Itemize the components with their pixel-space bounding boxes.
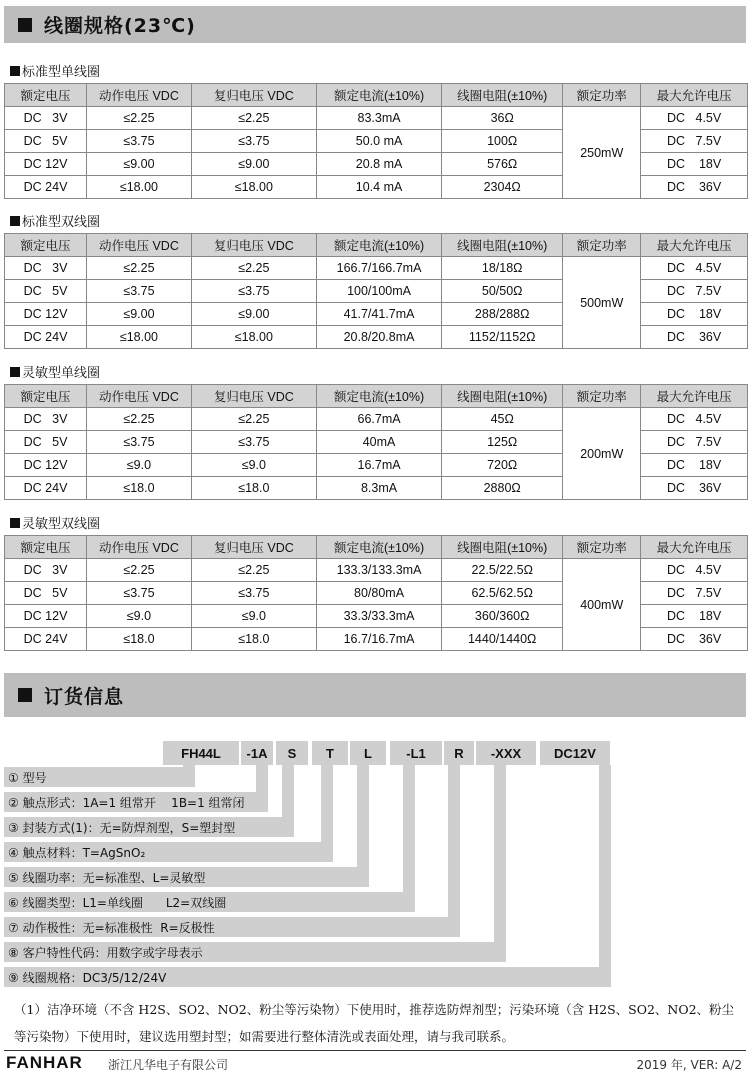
table-cell: 62.5/62.5Ω xyxy=(442,582,563,605)
table-cell: 50/50Ω xyxy=(442,280,563,303)
table-cell: 16.7/16.7mA xyxy=(316,628,441,651)
table-cell: 36Ω xyxy=(442,107,563,130)
square-bullet-icon xyxy=(10,216,20,226)
table-row xyxy=(5,257,748,280)
table-cell: 2304Ω xyxy=(442,176,563,199)
order-code-segment: FH44L xyxy=(163,741,239,765)
table-cell: 166.7/166.7mA xyxy=(316,257,441,280)
column-header: 复归电压 VDC xyxy=(191,536,316,559)
table-cell: ≤18.00 xyxy=(191,176,316,199)
table-cell: ≤3.75 xyxy=(191,431,316,454)
order-item-label: ① 型号 xyxy=(8,770,47,785)
rated-power-cell: 200mW xyxy=(563,408,641,500)
table-cell: 576Ω xyxy=(442,153,563,176)
order-info-header xyxy=(4,673,746,717)
column-header: 额定功率 xyxy=(563,385,641,408)
table-cell: DC 5V xyxy=(5,431,87,454)
square-bullet-icon xyxy=(18,18,32,32)
table-cell: ≤18.0 xyxy=(191,477,316,500)
footnote: （1）洁净环境（不含 H2S、SO2、NO2、粉尘等污染物）下使用时，推荐选防焊剂型；污染环境（含 H2S、SO2、NO2、粉尘等污染物）下使用时，建议选用塑封型；如需要进行整体清洗或表面处理，请与我司联系。 xyxy=(14,1002,735,1044)
table-cell: DC 4.5V xyxy=(641,257,748,280)
table-cell: ≤3.75 xyxy=(87,280,192,303)
table-cell: DC 4.5V xyxy=(641,408,748,431)
order-connector xyxy=(448,765,460,917)
table-cell: DC 36V xyxy=(641,628,748,651)
company-logo: FANHAR xyxy=(6,1053,83,1072)
table-header-row xyxy=(5,536,748,559)
table-cell: ≤2.25 xyxy=(87,107,192,130)
table-cell: ≤2.25 xyxy=(87,408,192,431)
column-header: 额定电流(±10%) xyxy=(316,84,441,107)
order-item-label: ⑥ 线圈类型：L1=单线圈 L2=双线圈 xyxy=(8,895,227,910)
table-cell: DC 3V xyxy=(5,257,87,280)
table-cell: DC 36V xyxy=(641,477,748,500)
table-cell: DC 24V xyxy=(5,477,87,500)
order-item-label: ⑧ 客户特性代码：用数字或字母表示 xyxy=(8,945,203,960)
table-cell: 100Ω xyxy=(442,130,563,153)
column-header: 最大允许电压 xyxy=(641,385,748,408)
table-cell: DC 18V xyxy=(641,454,748,477)
column-header: 额定电压 xyxy=(5,84,87,107)
table-cell: DC 3V xyxy=(5,559,87,582)
table-cell: 20.8/20.8mA xyxy=(316,326,441,349)
table-cell: ≤18.0 xyxy=(87,628,192,651)
table-title xyxy=(10,211,100,230)
order-connector xyxy=(183,765,195,767)
rated-power-cell: 400mW xyxy=(563,559,641,651)
table-cell: 20.8 mA xyxy=(316,153,441,176)
table-title xyxy=(10,513,100,532)
table-cell: 45Ω xyxy=(442,408,563,431)
table-header-row xyxy=(5,385,748,408)
order-item-label: ⑤ 线圈功率：无=标准型、L=灵敏型 xyxy=(8,870,206,885)
table-cell: ≤9.0 xyxy=(191,454,316,477)
footer-divider xyxy=(4,1050,746,1051)
column-header: 额定电压 xyxy=(5,234,87,257)
table-cell: 50.0 mA xyxy=(316,130,441,153)
order-item-label: ⑦ 动作极性：无=标准极性 R=反极性 xyxy=(8,920,215,935)
table-cell: 125Ω xyxy=(442,431,563,454)
coil-spec-table xyxy=(4,83,748,199)
table-cell: DC 4.5V xyxy=(641,107,748,130)
rated-power-cell: 500mW xyxy=(563,257,641,349)
table-cell: ≤2.25 xyxy=(87,257,192,280)
table-cell: ≤9.00 xyxy=(191,153,316,176)
table-title-text: 灵敏型单线圈 xyxy=(22,366,101,381)
table-cell: DC 12V xyxy=(5,605,87,628)
order-code-segment: R xyxy=(444,741,474,765)
order-code-row xyxy=(0,741,750,765)
order-item-label: ⑨ 线圈规格：DC3/5/12/24V xyxy=(8,970,167,985)
rated-power-cell: 250mW xyxy=(563,107,641,199)
column-header: 额定电压 xyxy=(5,385,87,408)
column-header: 最大允许电压 xyxy=(641,84,748,107)
table-cell: DC 12V xyxy=(5,454,87,477)
table-row xyxy=(5,107,748,130)
column-header: 最大允许电压 xyxy=(641,234,748,257)
table-cell: DC 36V xyxy=(641,326,748,349)
table-cell: 18/18Ω xyxy=(442,257,563,280)
table-title-text: 标准型双线圈 xyxy=(22,215,101,230)
order-code-segment: L xyxy=(350,741,386,765)
table-cell: 41.7/41.7mA xyxy=(316,303,441,326)
table-cell: ≤18.00 xyxy=(191,326,316,349)
company-name: 浙江凡华电子有限公司 xyxy=(108,1058,229,1072)
table-cell: DC 12V xyxy=(5,303,87,326)
square-bullet-icon xyxy=(10,518,20,528)
square-bullet-icon xyxy=(10,66,20,76)
table-cell: ≤2.25 xyxy=(191,408,316,431)
table-title xyxy=(10,61,100,80)
order-info-title: 订货信息 xyxy=(44,685,125,708)
column-header: 动作电压 VDC xyxy=(87,536,192,559)
table-cell: ≤18.00 xyxy=(87,176,192,199)
table-cell: ≤18.0 xyxy=(87,477,192,500)
table-cell: 720Ω xyxy=(442,454,563,477)
coil-spec-table xyxy=(4,233,748,349)
order-code-segment: DC12V xyxy=(540,741,610,765)
column-header: 额定电流(±10%) xyxy=(316,536,441,559)
table-cell: 66.7mA xyxy=(316,408,441,431)
table-cell: DC 4.5V xyxy=(641,559,748,582)
table-title-text: 灵敏型双线圈 xyxy=(22,517,101,532)
table-cell: DC 5V xyxy=(5,582,87,605)
table-cell: DC 24V xyxy=(5,628,87,651)
table-cell: ≤3.75 xyxy=(191,280,316,303)
table-cell: ≤2.25 xyxy=(87,559,192,582)
table-cell: ≤3.75 xyxy=(87,582,192,605)
table-cell: DC 36V xyxy=(641,176,748,199)
order-code-segment: -1A xyxy=(241,741,273,765)
table-cell: ≤2.25 xyxy=(191,559,316,582)
order-item-label: ④ 触点材料：T=AgSnO₂ xyxy=(8,845,146,860)
column-header: 动作电压 VDC xyxy=(87,385,192,408)
table-cell: 33.3/33.3mA xyxy=(316,605,441,628)
table-cell: ≤2.25 xyxy=(191,257,316,280)
table-cell: 40mA xyxy=(316,431,441,454)
table-cell: DC 7.5V xyxy=(641,582,748,605)
table-title xyxy=(10,362,100,381)
table-cell: DC 5V xyxy=(5,280,87,303)
table-cell: 360/360Ω xyxy=(442,605,563,628)
table-cell: DC 7.5V xyxy=(641,130,748,153)
table-cell: 100/100mA xyxy=(316,280,441,303)
version-label: 2019 年, VER: A/2 xyxy=(636,1058,742,1072)
column-header: 复归电压 VDC xyxy=(191,84,316,107)
order-connector xyxy=(403,765,415,892)
table-cell: DC 5V xyxy=(5,130,87,153)
table-cell: ≤3.75 xyxy=(191,582,316,605)
table-cell: 2880Ω xyxy=(442,477,563,500)
coil-spec-header xyxy=(4,6,746,43)
table-cell: DC 3V xyxy=(5,408,87,431)
table-cell: 8.3mA xyxy=(316,477,441,500)
table-cell: DC 3V xyxy=(5,107,87,130)
column-header: 动作电压 VDC xyxy=(87,234,192,257)
order-item-label: ② 触点形式：1A=1 组常开 1B=1 组常闭 xyxy=(8,795,245,810)
table-cell: 83.3mA xyxy=(316,107,441,130)
column-header: 线圈电阻(±10%) xyxy=(442,84,563,107)
column-header: 线圈电阻(±10%) xyxy=(442,234,563,257)
table-cell: ≤3.75 xyxy=(191,130,316,153)
column-header: 复归电压 VDC xyxy=(191,234,316,257)
table-title-text: 标准型单线圈 xyxy=(22,65,101,80)
table-cell: ≤3.75 xyxy=(87,431,192,454)
table-cell: ≤9.0 xyxy=(191,605,316,628)
square-bullet-icon xyxy=(10,367,20,377)
table-cell: DC 7.5V xyxy=(641,431,748,454)
table-header-row xyxy=(5,84,748,107)
order-connector xyxy=(282,765,294,817)
column-header: 线圈电阻(±10%) xyxy=(442,536,563,559)
order-connector xyxy=(599,765,611,967)
table-cell: 288/288Ω xyxy=(442,303,563,326)
order-code-segment: -XXX xyxy=(476,741,536,765)
coil-spec-table xyxy=(4,384,748,500)
table-cell: DC 12V xyxy=(5,153,87,176)
column-header: 额定电流(±10%) xyxy=(316,385,441,408)
table-cell: ≤18.0 xyxy=(191,628,316,651)
table-cell: DC 18V xyxy=(641,303,748,326)
column-header: 额定功率 xyxy=(563,536,641,559)
order-connector xyxy=(256,765,268,792)
table-cell: 22.5/22.5Ω xyxy=(442,559,563,582)
order-code-segment: S xyxy=(276,741,308,765)
table-cell: 1152/1152Ω xyxy=(442,326,563,349)
column-header: 动作电压 VDC xyxy=(87,84,192,107)
table-cell: DC 18V xyxy=(641,605,748,628)
column-header: 额定功率 xyxy=(563,84,641,107)
coil-spec-title: 线圈规格(23℃) xyxy=(44,15,196,37)
table-cell: ≤18.00 xyxy=(87,326,192,349)
table-cell: ≤3.75 xyxy=(87,130,192,153)
order-code-segment: -L1 xyxy=(390,741,442,765)
table-cell: DC 18V xyxy=(641,153,748,176)
column-header: 额定功率 xyxy=(563,234,641,257)
table-cell: DC 24V xyxy=(5,326,87,349)
column-header: 最大允许电压 xyxy=(641,536,748,559)
table-cell: 80/80mA xyxy=(316,582,441,605)
table-cell: DC 24V xyxy=(5,176,87,199)
table-row xyxy=(5,408,748,431)
table-header-row xyxy=(5,234,748,257)
column-header: 额定电压 xyxy=(5,536,87,559)
column-header: 额定电流(±10%) xyxy=(316,234,441,257)
order-connector xyxy=(494,765,506,942)
table-row xyxy=(5,559,748,582)
table-cell: ≤9.0 xyxy=(87,605,192,628)
order-connector xyxy=(357,765,369,867)
square-bullet-icon xyxy=(18,688,32,702)
table-cell: ≤9.00 xyxy=(87,153,192,176)
table-cell: 1440/1440Ω xyxy=(442,628,563,651)
table-cell: 10.4 mA xyxy=(316,176,441,199)
table-cell: DC 7.5V xyxy=(641,280,748,303)
coil-spec-table xyxy=(4,535,748,651)
order-item-label: ③ 封装方式(1)：无=防焊剂型，S=塑封型 xyxy=(8,820,236,835)
order-code-segment: T xyxy=(312,741,348,765)
order-connector xyxy=(321,765,333,842)
table-cell: ≤9.00 xyxy=(87,303,192,326)
table-cell: 133.3/133.3mA xyxy=(316,559,441,582)
table-cell: 16.7mA xyxy=(316,454,441,477)
column-header: 线圈电阻(±10%) xyxy=(442,385,563,408)
column-header: 复归电压 VDC xyxy=(191,385,316,408)
table-cell: ≤2.25 xyxy=(191,107,316,130)
table-cell: ≤9.0 xyxy=(87,454,192,477)
table-cell: ≤9.00 xyxy=(191,303,316,326)
